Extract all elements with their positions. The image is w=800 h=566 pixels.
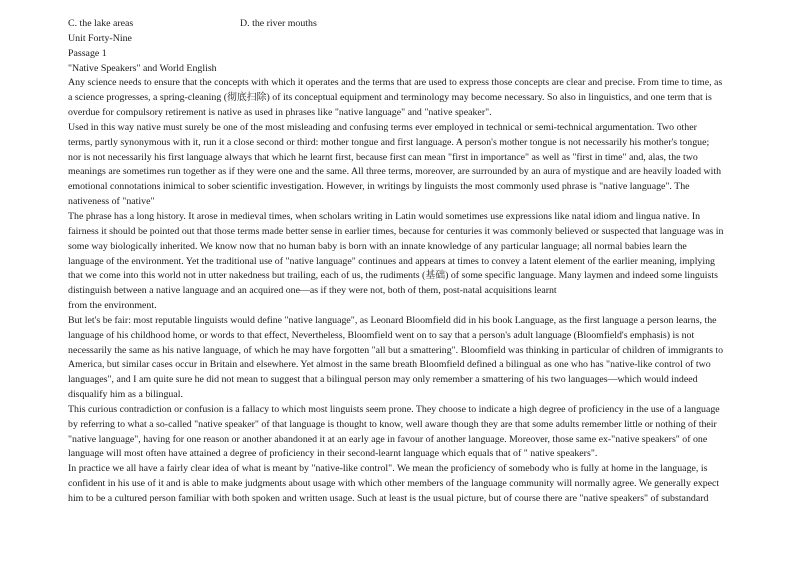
paragraph-line: terms, partly synonymous with it, run it a close second or third: mother tongue and first language. A person's mother tongue is not necessarily his mother's tongue; [68,136,710,148]
paragraph-line: nativeness of "native" [68,196,155,208]
option-d: D. the river mouths [240,18,317,29]
paragraph-line: emotional connotations inimical to sober scientific investigation. However, in writings by linguists the most commonly used phrase is "native language". The [68,181,690,193]
paragraph-line: language of the environment. Yet the traditional use of "native language" continues and appears at times to convey a latent element of the earlier meaning, implying [68,255,715,267]
paragraph-line: This curious contradiction or confusion is a fallacy to which most linguists seem prone. They choose to indicate a high degree of proficiency in the use of a language [68,403,720,415]
paragraph [68,121,742,210]
paragraph-line: confident in his use of it and is able to make judgments about usage with which other members of the language community will normally agree. We generally expect [68,478,720,490]
paragraph [68,462,742,507]
paragraph-line: him to be a cultured person familiar with both spoken and written usage. Such at least is the usual picture, but of course there are "native speakers" of substandard [68,493,709,504]
paragraph-line: by referring to what a so-called "native speaker" of that language is thought to know, well aware though they are that some adults remember little or nothing of their [68,418,717,430]
unit-heading: Unit Forty-Nine [68,32,132,44]
paragraph-line: disqualify him as a bilingual. [68,389,183,401]
paragraph-line: But let's be fair: most reputable linguists would define "native language", as Leonard Bloomfield did in his book Language, as the first language a person learns, the [68,314,717,326]
paragraph-line: distinguish between a native language and an acquired one—as if they were not, both of them, post-natal acquisitions learnt [68,285,557,297]
paragraph-line: "native language", having for one reason or another abandoned it at an early age in favour of another language. Moreover, those same ex-"native speakers" of one [68,433,708,445]
paragraph [68,76,742,121]
paragraph-line: America, but similar cases occur in Britain and elsewhere. Yet almost in the same breath Bloomfield defined a bilingual as one who has "native-like control of two [68,359,711,371]
paragraph-line: fairness it should be pointed out that those terms made better sense in earlier times, because for centuries it was commonly believed or suspected that language was in [68,225,724,237]
paragraph-line: Used in this way native must surely be one of the most misleading and confusing terms ever employed in technical or semi-technical argumentation. Two other [68,121,697,133]
paragraph-line: language of his childhood home, or words to that effect, Nevertheless, Bloomfield went on to say that a person's adult language (Bloomfield's emphasis) is not [68,329,695,341]
paragraph-line: that we come into this world not in utter nakedness but trailing, each of us, the rudiments (基础) of some specific language. Many laymen and indeed some linguists [68,270,718,282]
paragraph-line: languages", and I am quite sure he did not mean to suggest that a bilingual person may only remember a smattering of his two languages—which would indeed [68,374,698,386]
paragraph-line: nor is not necessarily his first language always that which he learnt first, because first can mean "first in importance" as well as "first in time" and, alas, the two [68,151,698,163]
passage-body [68,76,742,506]
passage-heading: Passage 1 [68,47,107,59]
passage-title: "Native Speakers" and World English [68,62,217,74]
answer-options [68,17,742,32]
paragraph [68,210,742,314]
paragraph-line: overdue for compulsory retirement is native as used in phrases like "native language" and "native speaker". [68,107,492,119]
paragraph-line: meanings are sometimes run together as if they were one and the same. All three terms, moreover, are surrounded by an aura of mystique and are heavily loaded with [68,166,722,178]
paragraph [68,314,742,403]
paragraph-line: necessarily the same as his native language, of which he may have forgotten "all but a smattering". Bloomfield was thinking in particular of children of immigrants to [68,344,724,356]
document-page [68,17,742,507]
paragraph-line: The phrase has a long history. It arose in medieval times, when scholars writing in Latin would sometimes use expressions like natal idiom and lingua native. In [68,210,701,222]
paragraph-line: some way biologically inherited. We know now that no human baby is born with an innate knowledge of any particular language; all normal babies learn the [68,240,687,252]
paragraph-line: Any science needs to ensure that the concepts with which it operates and the terms that are used to express those concepts are clear and precise. From time to time, as [68,77,723,89]
paragraph-line: language will most often have attained a degree of proficiency in their second-learnt language which equals that of " native speakers". [68,448,598,460]
paragraph-line: from the environment. [68,300,157,312]
paragraph [68,403,742,462]
paragraph-line: In practice we all have a fairly clear idea of what is meant by "native-like control". We mean the proficiency of somebody who is fully at home in the language, is [68,463,708,475]
option-c: C. the lake areas [68,18,134,29]
paragraph-line: a science progresses, a spring-cleaning (彻底扫除) of its conceptual equipment and terminology may become necessary. So also in linguistics, and one term that is [68,92,712,104]
